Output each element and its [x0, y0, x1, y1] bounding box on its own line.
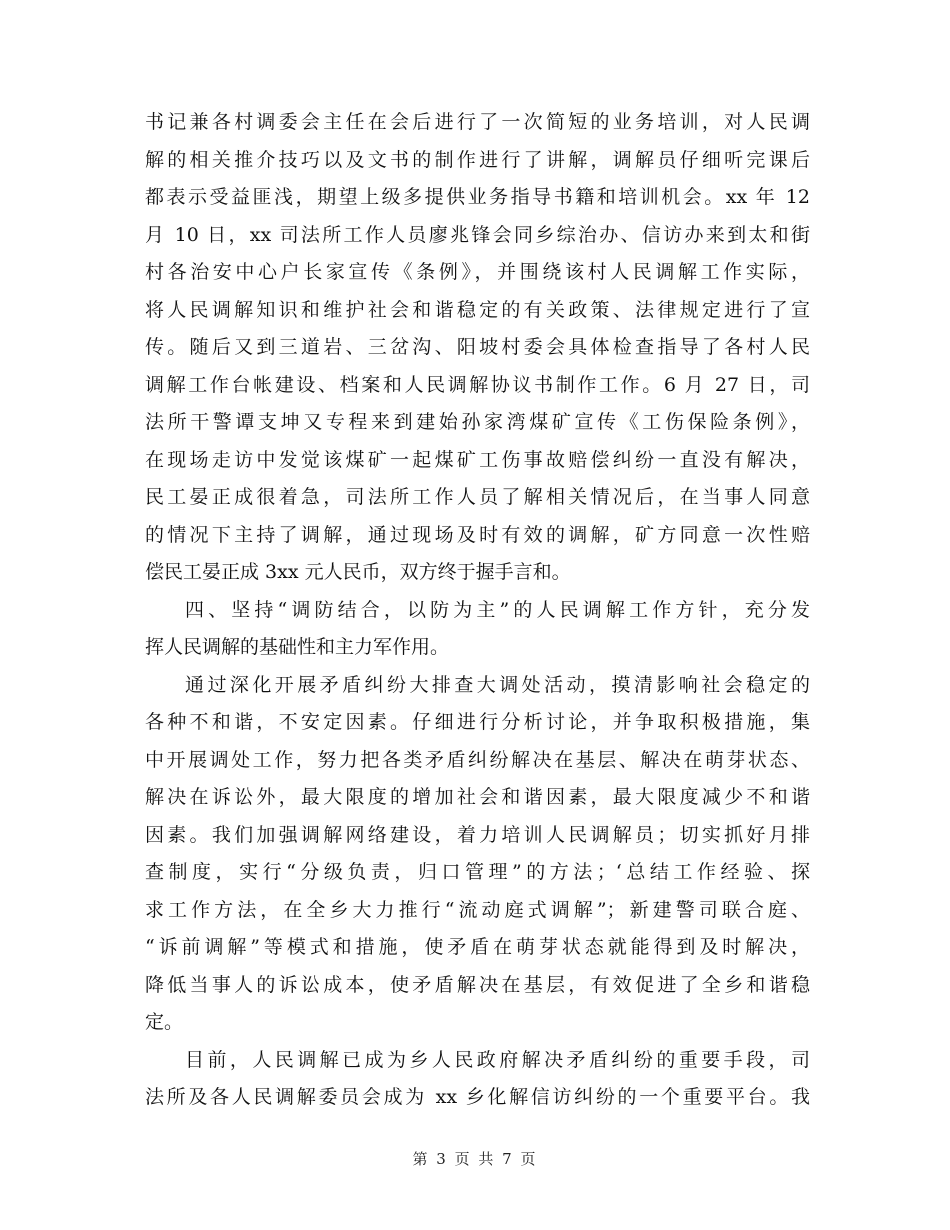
text-line: 降低当事人的诉讼成本，使矛盾解决在基层，有效促进了全乡和谐稳: [145, 973, 810, 996]
text-line: 在现场走访中发觉该煤矿一起煤矿工伤事故赔偿纠纷一直没有解决，: [145, 448, 810, 471]
text-line: 传。随后又到三道岩、三岔沟、阳坡村委会具体检查指导了各村人民: [145, 336, 810, 358]
text-line: 目前，人民调解已成为乡人民政府解决矛盾纠纷的重要手段，司: [185, 1048, 810, 1071]
text-line: 中开展调处工作，努力把各类矛盾纠纷解决在基层、解决在萌芽状态、: [145, 748, 810, 771]
text-line: 将人民调解知识和维护社会和谐稳定的有关政策、法律规定进行了宣: [145, 298, 810, 321]
text-line: 解决在诉讼外，最大限度的增加社会和谐因素，最大限度减少不和谐: [145, 786, 810, 808]
text-line: 法所干警谭支坤又专程来到建始孙家湾煤矿宣传《工伤保险条例》，: [145, 411, 810, 433]
text-line: 月 10 日，xx 司法所工作人员廖兆锋会同乡综治办、信访办来到太和街: [145, 223, 810, 246]
text-line: 因素。我们加强调解网络建设，着力培训人民调解员；切实抓好月排: [145, 823, 810, 846]
text-line: 书记兼各村调委会主任在会后进行了一次简短的业务培训，对人民调: [145, 111, 810, 133]
text-line: 的情况下主持了调解，通过现场及时有效的调解，矿方同意一次性赔: [145, 523, 810, 546]
text-line: 定。: [145, 1011, 184, 1033]
text-line: “诉前调解”等模式和措施，使矛盾在萌芽状态就能得到及时解决，: [145, 936, 810, 958]
document-body: [145, 104, 810, 1117]
text-line: 都表示受益匪浅，期望上级多提供业务指导书籍和培训机会。xx 年 12: [145, 186, 810, 208]
text-line: 村各治安中心户长家宣传《条例》，并围绕该村人民调解工作实际，: [145, 261, 810, 283]
text-line: 通过深化开展矛盾纠纷大排查大调处活动，摸清影响社会稳定的: [185, 673, 810, 696]
text-line: 调解工作台帐建设、档案和人民调解协议书制作工作。6 月 27 日，司: [145, 373, 810, 396]
text-line: 各种不和谐，不安定因素。仔细进行分析讨论，并争取积极措施，集: [145, 711, 810, 733]
text-line: 查制度，实行“分级负责，归口管理”的方法；‘总结工作经验、探: [145, 861, 810, 883]
text-line: 求工作方法，在全乡大力推行“流动庭式调解”；新建警司联合庭、: [145, 898, 810, 921]
text-line: 偿民工晏正成 3xx 元人民币，双方终于握手言和。: [145, 561, 571, 583]
text-line: 法所及各人民调解委员会成为 xx 乡化解信访纠纷的一个重要平台。我: [145, 1086, 810, 1108]
page-number-footer: 第 3 页 共 7 页: [412, 1150, 538, 1168]
text-line: 挥人民调解的基础性和主力军作用。: [145, 636, 450, 658]
text-line: 民工晏正成很着急，司法所工作人员了解相关情况后，在当事人同意: [145, 486, 810, 508]
text-line: 四、坚持“调防结合，以防为主”的人民调解工作方针，充分发: [185, 598, 810, 621]
text-line: 解的相关推介技巧以及文书的制作进行了讲解，调解员仔细听完课后: [145, 148, 810, 171]
